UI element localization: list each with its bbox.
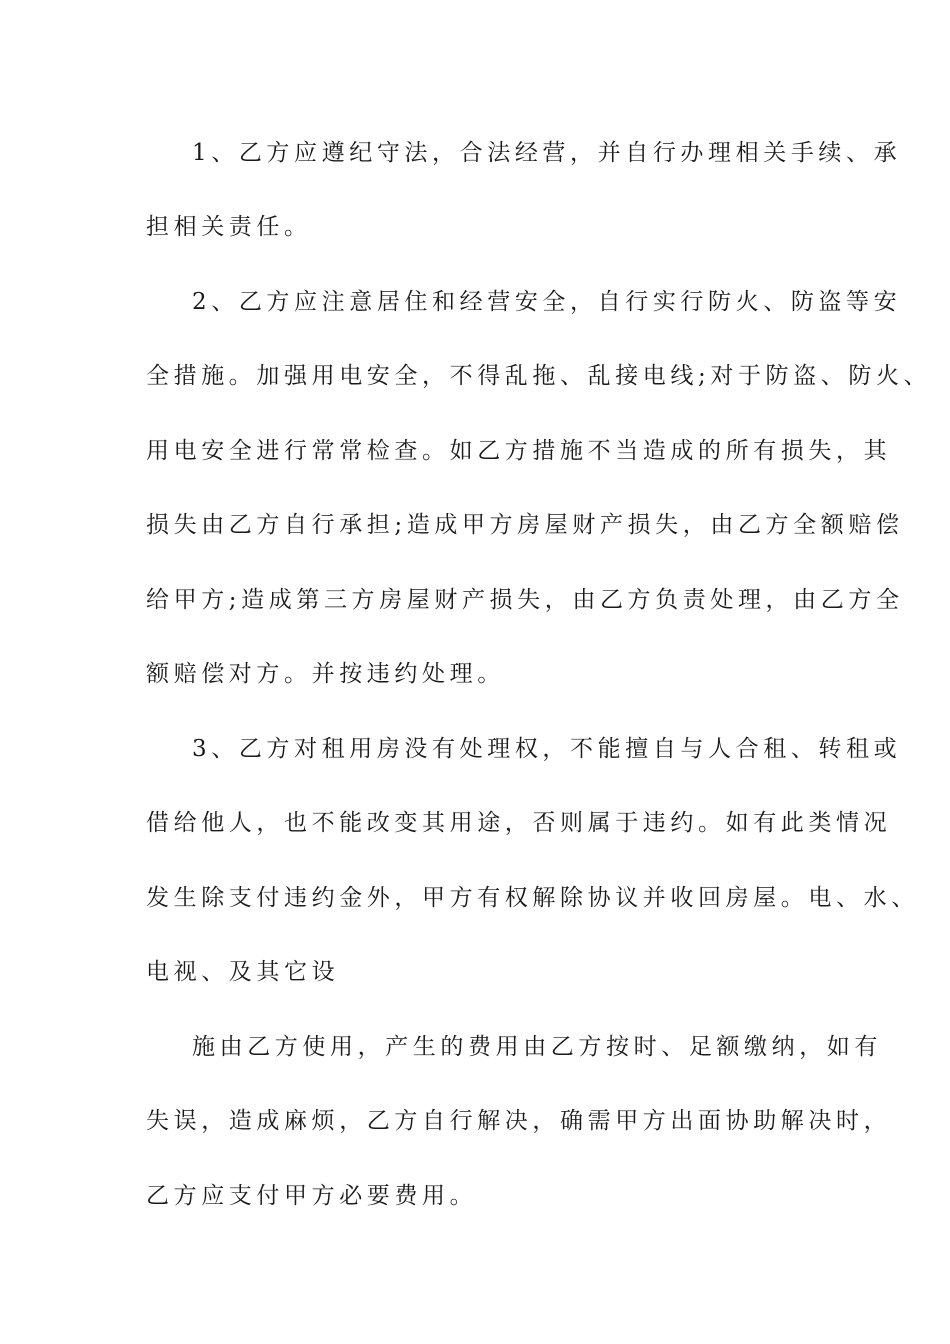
clause-2-line-4: 损失由乙方自行承担;造成甲方房屋财产损失，由乙方全额赔偿 (146, 512, 904, 538)
clause-3-cont-line-1: 施由乙方使用，产生的费用由乙方按时、足额缴纳，如有 (192, 1034, 882, 1060)
clause-1-line-2: 担相关责任。 (146, 214, 312, 240)
clause-2-line-5: 给甲方;造成第三方房屋财产损失，由乙方负责处理，由乙方全 (146, 587, 904, 613)
clause-3-cont-line-2: 失误，造成麻烦，乙方自行解决，确需甲方出面协助解决时， (146, 1108, 892, 1134)
clause-3-line-2: 借给他人，也不能改变其用途，否则属于违约。如有此类情况 (146, 810, 892, 836)
clause-3-line-3: 发生除支付违约金外，甲方有权解除协议并收回房屋。电、水、 (146, 885, 919, 911)
clause-2-line-3: 用电安全进行常常检查。如乙方措施不当造成的所有损失，其 (146, 438, 892, 464)
clause-2-line-2: 全措施。加强用电安全，不得乱拖、乱接电线;对于防盗、防火、 (146, 363, 932, 389)
clause-1-line-1: 1、乙方应遵纪守法，合法经营，并自行办理相关手续、承 (192, 140, 902, 166)
clause-3-line-1: 3、乙方对租用房没有处理权，不能擅自与人合租、转租或 (192, 736, 902, 762)
clause-2-line-1: 2、乙方应注意居住和经营安全，自行实行防火、防盗等安 (192, 289, 902, 315)
clause-3-cont-line-3: 乙方应支付甲方必要费用。 (146, 1183, 478, 1209)
clause-3-line-4: 电视、及其它设 (146, 959, 340, 985)
clause-2-line-6: 额赔偿对方。并按违约处理。 (146, 661, 505, 687)
